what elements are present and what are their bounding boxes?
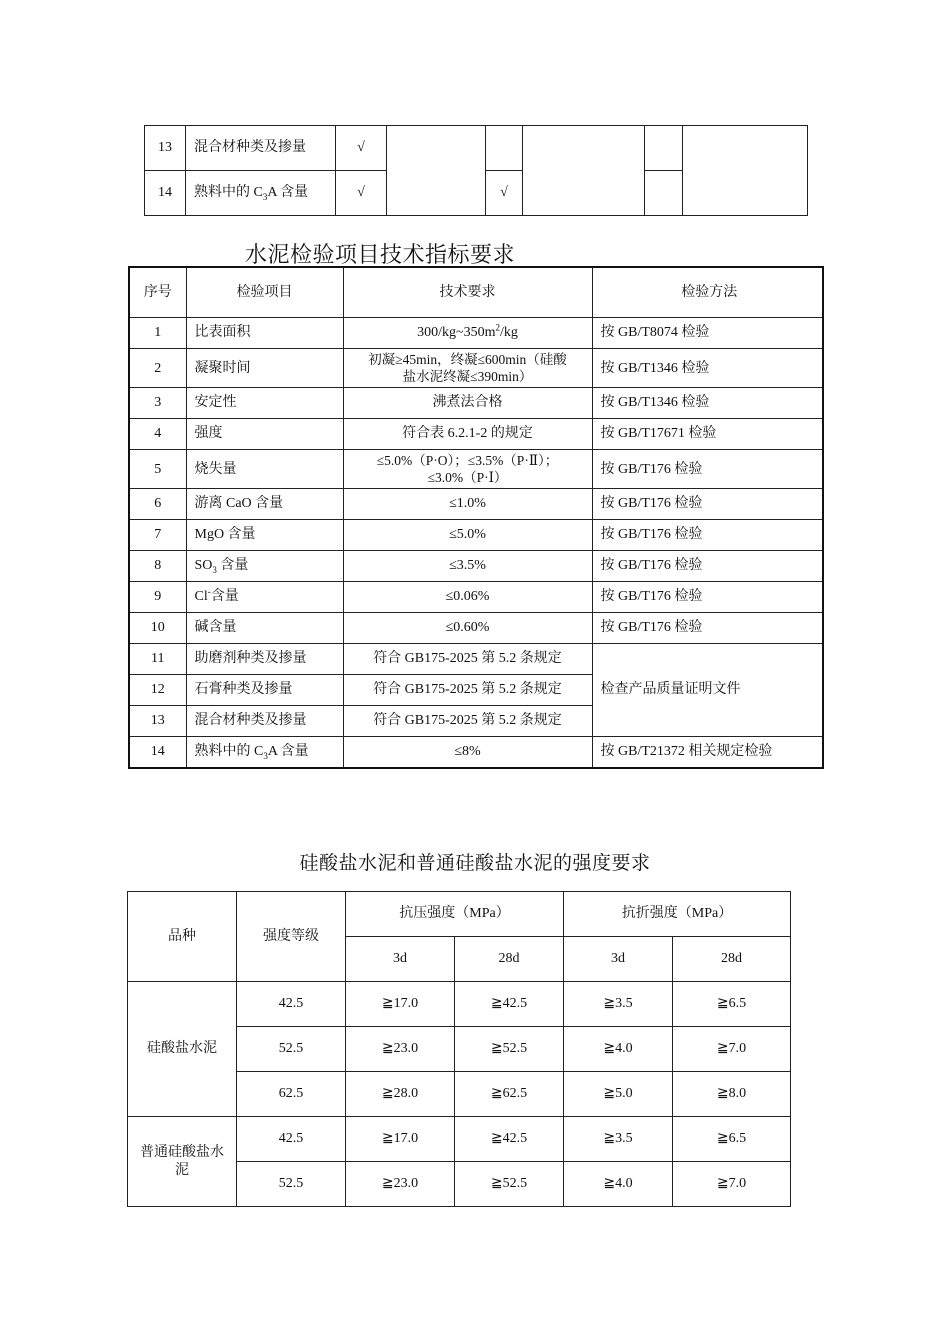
item-name: 熟料中的 $C_3A$ 含量 — [186, 737, 343, 769]
header-cell: 抗折强度（MPa） — [564, 892, 791, 937]
check-mark: √ — [486, 171, 523, 216]
strength-table — [127, 891, 791, 1207]
header-cell: 序号 — [129, 267, 186, 318]
header-cell: 检验项目 — [186, 267, 343, 318]
row-number: 13 — [145, 126, 186, 171]
requirement: 初凝≥45min，终凝≤600min（硅酸盐水泥终凝≤390min） — [343, 349, 592, 388]
value-cell: ≧52.5 — [455, 1162, 564, 1207]
row-number: 7 — [129, 520, 186, 551]
empty-cell — [523, 126, 645, 216]
header-cell: 品种 — [128, 892, 237, 982]
row-number: 2 — [129, 349, 186, 388]
item-name: 凝聚时间 — [186, 349, 343, 388]
requirement: $300/kg\sim 350m^2/kg$ — [343, 318, 592, 349]
value-cell: ≧52.5 — [455, 1027, 564, 1072]
table-row — [129, 520, 823, 551]
header-cell: 检验方法 — [592, 267, 823, 318]
table-row — [129, 551, 823, 582]
header-cell: 3d — [346, 937, 455, 982]
row-number: 6 — [129, 489, 186, 520]
table-row — [129, 737, 823, 769]
method: 按 GB/T176 检验 — [592, 613, 823, 644]
row-number: 13 — [129, 706, 186, 737]
value-cell: ≧23.0 — [346, 1162, 455, 1207]
requirement: ≤3.5% — [343, 551, 592, 582]
value-cell: ≧4.0 — [564, 1027, 673, 1072]
header-cell: 技术要求 — [343, 267, 592, 318]
method: 按 GB/T21372 相关规定检验 — [592, 737, 823, 769]
table-row — [129, 388, 823, 419]
spec-table-title: 水泥检验项目技术指标要求 — [245, 242, 516, 267]
value-cell: ≧42.5 — [455, 1117, 564, 1162]
row-number: 14 — [129, 737, 186, 769]
requirement: ≤0.06% — [343, 582, 592, 613]
value-cell: ≧7.0 — [673, 1027, 791, 1072]
header-cell: 抗压强度（MPa） — [346, 892, 564, 937]
requirement: 符合表 6.2.1-2 的规定 — [343, 419, 592, 450]
row-number: 14 — [145, 171, 186, 216]
item-name: $SO_3$ 含量 — [186, 551, 343, 582]
header-cell: 28d — [673, 937, 791, 982]
empty-cell — [645, 171, 683, 216]
value-cell: ≧17.0 — [346, 1117, 455, 1162]
method: 按 GB/T176 检验 — [592, 489, 823, 520]
top-partial-table — [144, 125, 808, 216]
table-row — [129, 489, 823, 520]
row-number: 4 — [129, 419, 186, 450]
value-cell: ≧3.5 — [564, 1117, 673, 1162]
method: 按 GB/T8074 检验 — [592, 318, 823, 349]
empty-cell — [387, 126, 486, 216]
item-name: 熟料中的 $C_3A$ 含量 — [186, 171, 336, 216]
item-name: 助磨剂种类及掺量 — [186, 644, 343, 675]
method: 按 GB/T1346 检验 — [592, 388, 823, 419]
table-row — [129, 419, 823, 450]
requirement: ≤0.60% — [343, 613, 592, 644]
method: 按 GB/T176 检验 — [592, 551, 823, 582]
table-row — [128, 1117, 791, 1162]
value-cell: ≧8.0 — [673, 1072, 791, 1117]
grade-cell: 52.5 — [237, 1027, 346, 1072]
requirement: 沸煮法合格 — [343, 388, 592, 419]
item-name: 安定性 — [186, 388, 343, 419]
method: 检查产品质量证明文件 — [592, 644, 823, 737]
item-name: 烧失量 — [186, 450, 343, 489]
method: 按 GB/T176 检验 — [592, 450, 823, 489]
item-name: 石膏种类及掺量 — [186, 675, 343, 706]
header-cell: 28d — [455, 937, 564, 982]
empty-cell — [683, 126, 808, 216]
value-cell: ≧23.0 — [346, 1027, 455, 1072]
method: 按 GB/T176 检验 — [592, 582, 823, 613]
value-cell: ≧6.5 — [673, 982, 791, 1027]
check-mark: √ — [336, 171, 387, 216]
row-number: 12 — [129, 675, 186, 706]
item-name: 混合材种类及掺量 — [186, 706, 343, 737]
row-number: 8 — [129, 551, 186, 582]
value-cell: ≧17.0 — [346, 982, 455, 1027]
header-cell: 强度等级 — [237, 892, 346, 982]
value-cell: ≧4.0 — [564, 1162, 673, 1207]
header-row — [129, 267, 823, 318]
value-cell: ≧62.5 — [455, 1072, 564, 1117]
variety-cell: 硅酸盐水泥 — [128, 982, 237, 1117]
item-name: 强度 — [186, 419, 343, 450]
value-cell: ≧28.0 — [346, 1072, 455, 1117]
requirement: ≤5.0% — [343, 520, 592, 551]
strength-table-title: 硅酸盐水泥和普通硅酸盐水泥的强度要求 — [299, 853, 651, 874]
value-cell: ≧7.0 — [673, 1162, 791, 1207]
header-row — [128, 892, 791, 937]
grade-cell: 42.5 — [237, 982, 346, 1027]
item-name: 碱含量 — [186, 613, 343, 644]
method: 按 GB/T17671 检验 — [592, 419, 823, 450]
requirement: 符合 GB175-2025 第 5.2 条规定 — [343, 675, 592, 706]
row-number: 10 — [129, 613, 186, 644]
method: 按 GB/T1346 检验 — [592, 349, 823, 388]
table-row — [129, 613, 823, 644]
item-name: 游离 CaO 含量 — [186, 489, 343, 520]
check-mark — [486, 126, 523, 171]
grade-cell: 62.5 — [237, 1072, 346, 1117]
value-cell: ≧3.5 — [564, 982, 673, 1027]
table-row — [129, 318, 823, 349]
grade-cell: 42.5 — [237, 1117, 346, 1162]
table-row — [145, 126, 808, 171]
item-name: 混合材种类及掺量 — [186, 126, 336, 171]
check-mark: √ — [336, 126, 387, 171]
requirement: 符合 GB175-2025 第 5.2 条规定 — [343, 706, 592, 737]
table-row — [129, 644, 823, 675]
header-cell: 3d — [564, 937, 673, 982]
value-cell: ≧5.0 — [564, 1072, 673, 1117]
value-cell: ≧6.5 — [673, 1117, 791, 1162]
item-name: Cl-含量 — [186, 582, 343, 613]
variety-cell: 普通硅酸盐水泥 — [128, 1117, 237, 1207]
item-name: MgO 含量 — [186, 520, 343, 551]
grade-cell: 52.5 — [237, 1162, 346, 1207]
row-number: 9 — [129, 582, 186, 613]
row-number: 5 — [129, 450, 186, 489]
requirement: ≤8% — [343, 737, 592, 769]
empty-cell — [645, 126, 683, 171]
value-cell: ≧42.5 — [455, 982, 564, 1027]
item-name: 比表面积 — [186, 318, 343, 349]
requirement: ≤5.0%（P·O）；≤3.5%（P·Ⅱ）；≤3.0%（P·Ⅰ） — [343, 450, 592, 489]
requirement: 符合 GB175-2025 第 5.2 条规定 — [343, 644, 592, 675]
table-row — [128, 982, 791, 1027]
row-number: 1 — [129, 318, 186, 349]
method: 按 GB/T176 检验 — [592, 520, 823, 551]
spec-table — [128, 266, 824, 769]
table-row — [129, 450, 823, 489]
row-number: 3 — [129, 388, 186, 419]
requirement: ≤1.0% — [343, 489, 592, 520]
row-number: 11 — [129, 644, 186, 675]
table-row — [129, 349, 823, 388]
table-row — [129, 582, 823, 613]
